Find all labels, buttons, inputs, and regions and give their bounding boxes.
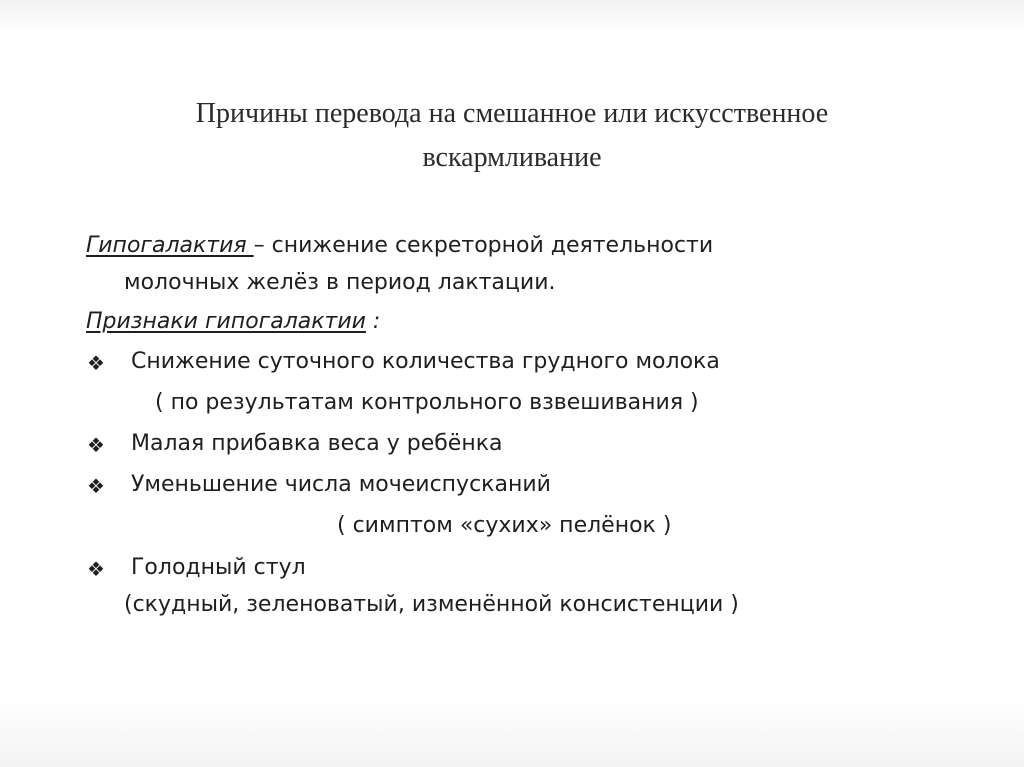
bullet-diamond-icon: ❖ — [87, 433, 105, 457]
bullet-diamond-icon: ❖ — [87, 474, 105, 498]
sign-item-1-note: ( по результатам контрольного взвешивания ) — [155, 390, 699, 415]
bullet-diamond-icon: ❖ — [87, 351, 105, 375]
sign-item-4: Голодный стул — [131, 555, 306, 580]
slide-title-line-2: вскармливание — [422, 142, 602, 173]
slide-title-line-1: Причины перевода на смешанное или искусственное — [195, 98, 829, 129]
signs-heading-term: Признаки гипогалактии — [86, 309, 366, 334]
definition-text-1: – снижение секреторной деятельности — [253, 233, 714, 258]
sign-item-2: Малая прибавка веса у ребёнка — [131, 431, 503, 456]
signs-heading-suffix: : — [365, 309, 381, 334]
slide-bottom-shade — [0, 697, 1024, 767]
definition-term: Гипогалактия — [86, 233, 254, 258]
slide-top-shade — [0, 0, 1024, 34]
definition-line-2: молочных желёз в период лактации. — [124, 270, 556, 295]
definition-line-1 — [86, 232, 713, 260]
slide-title — [100, 92, 924, 180]
sign-item-4-note: (скудный, зеленоватый, изменённой консистенции ) — [124, 592, 739, 617]
bullet-diamond-icon: ❖ — [87, 557, 105, 581]
sign-item-3-note: ( симптом «сухих» пелёнок ) — [337, 513, 672, 538]
sign-item-3: Уменьшение числа мочеиспусканий — [131, 472, 551, 497]
sign-item-1: Снижение суточного количества грудного молока — [131, 349, 720, 374]
signs-heading — [86, 308, 380, 336]
